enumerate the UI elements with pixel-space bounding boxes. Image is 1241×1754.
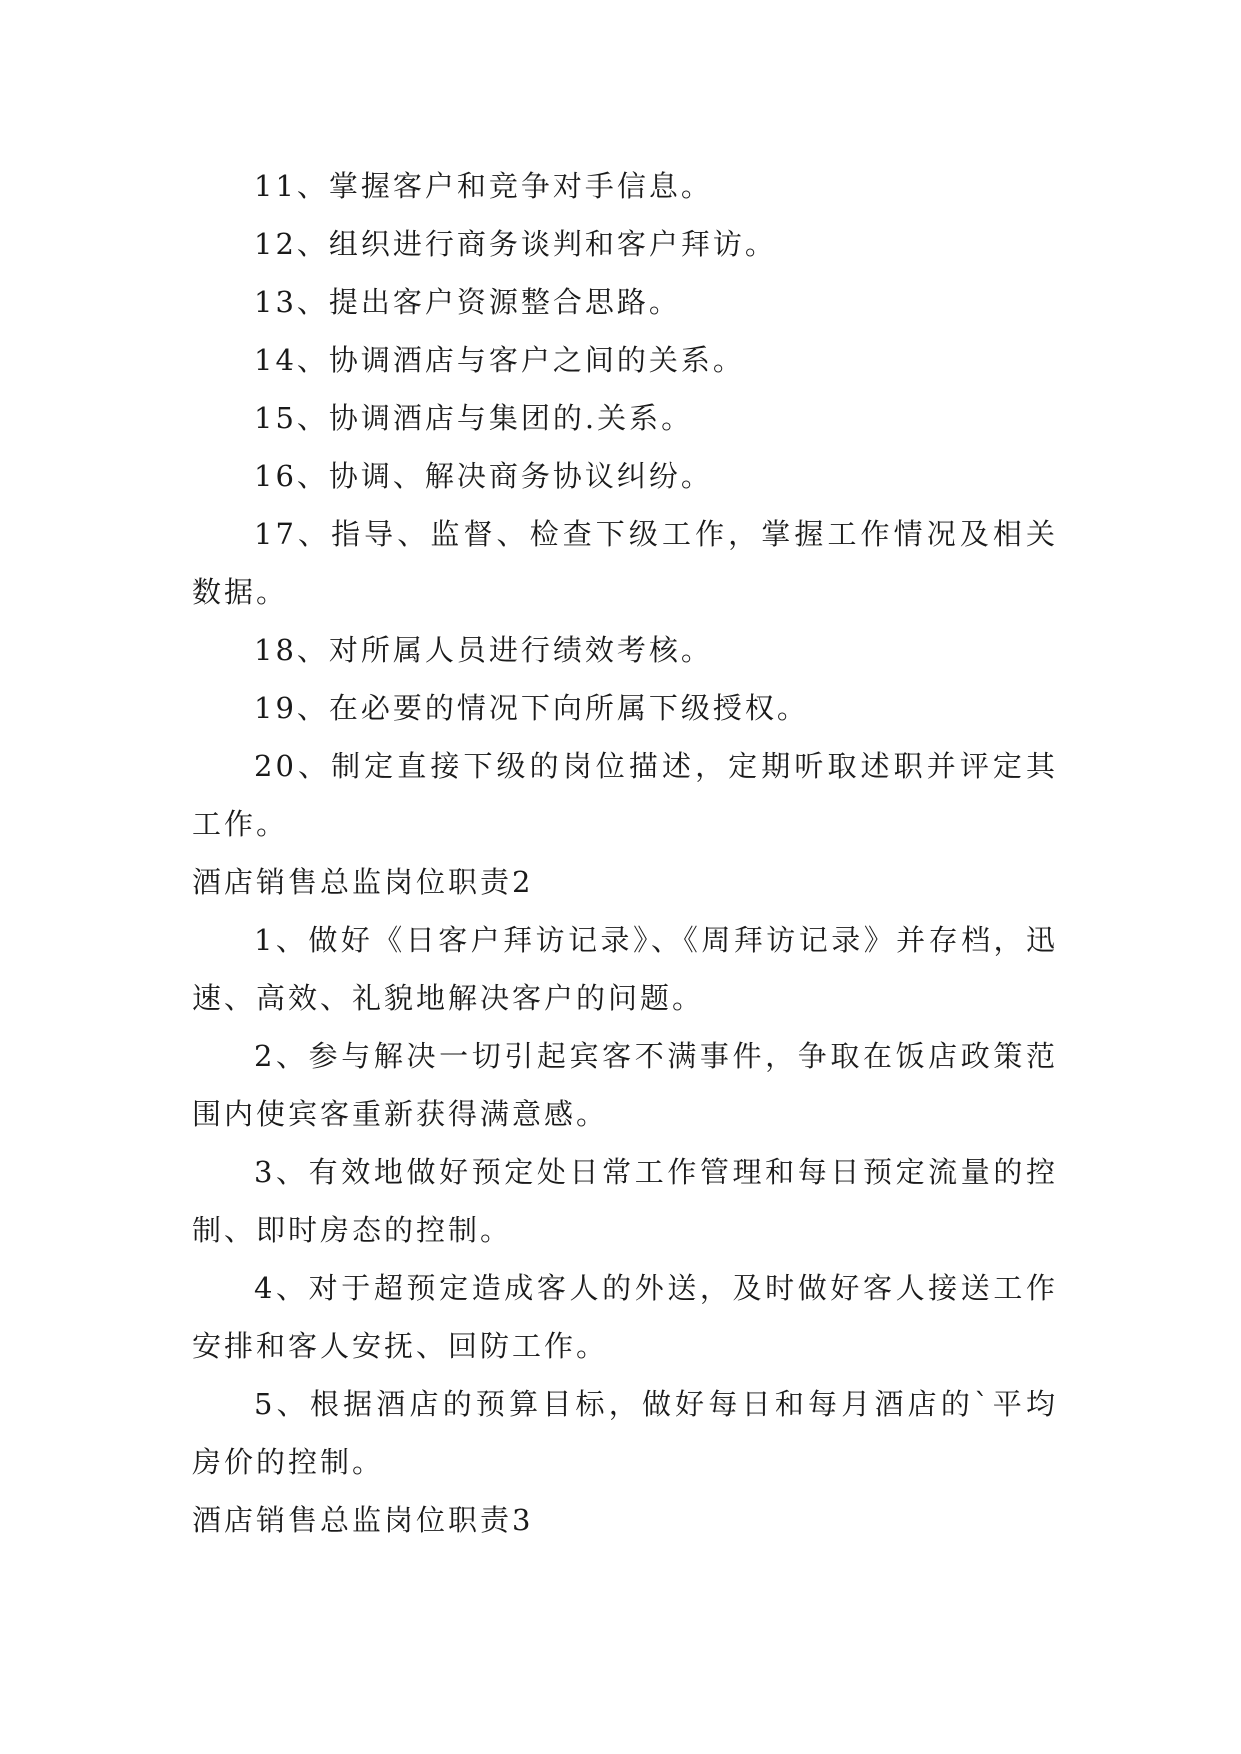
paragraph-item-19: 19、在必要的情况下向所属下级授权。 [254,691,809,725]
paragraph-item-14: 14、协调酒店与客户之间的关系。 [254,343,745,377]
paragraph-item-13: 13、提出客户资源整合思路。 [254,285,681,319]
paragraph-item-17: 17、指导、监督、检查下级工作，掌握工作情况及相关数据。 [192,517,1058,609]
paragraph-item-4: 4、对于超预定造成客人的外送，及时做好客人接送工作安排和客人安抚、回防工作。 [192,1271,1058,1363]
paragraph-item-1: 1、做好《日客户拜访记录》、《周拜访记录》并存档，迅速、高效、礼貌地解决客户的问题。 [192,923,1058,1015]
paragraph-item-12: 12、组织进行商务谈判和客户拜访。 [254,227,777,261]
section-heading-3: 酒店销售总监岗位职责3 [192,1503,534,1537]
paragraph-item-20: 20、制定直接下级的岗位描述，定期听取述职并评定其工作。 [192,749,1058,841]
section-heading-2: 酒店销售总监岗位职责2 [192,865,534,899]
paragraph-item-2: 2、参与解决一切引起宾客不满事件，争取在饭店政策范围内使宾客重新获得满意感。 [192,1039,1058,1131]
paragraph-item-5: 5、根据酒店的预算目标，做好每日和每月酒店的`平均房价的控制。 [192,1387,1058,1479]
document-body [192,157,1058,1549]
paragraph-item-3: 3、有效地做好预定处日常工作管理和每日预定流量的控制、即时房态的控制。 [192,1155,1058,1247]
paragraph-item-18: 18、对所属人员进行绩效考核。 [254,633,713,667]
paragraph-item-16: 16、协调、解决商务协议纠纷。 [254,459,713,493]
paragraph-item-11: 11、掌握客户和竞争对手信息。 [254,169,713,203]
paragraph-item-15: 15、协调酒店与集团的.关系。 [254,401,694,435]
